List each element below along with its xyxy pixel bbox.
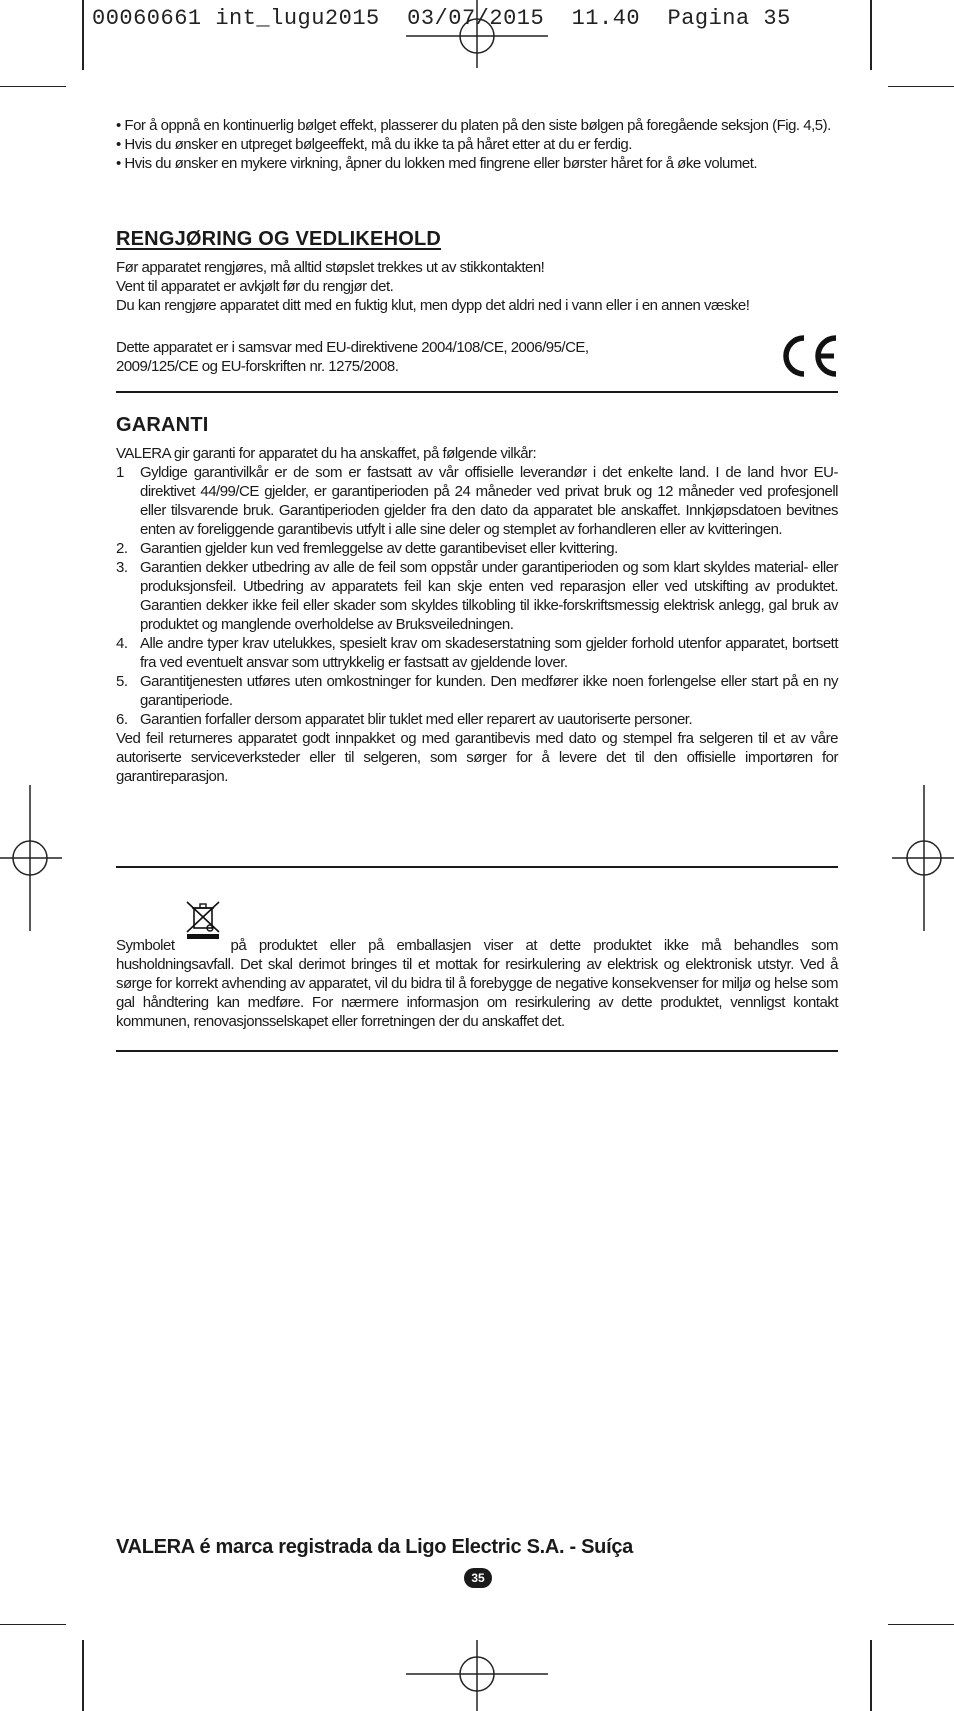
weee-body: på produktet eller på emballasjen viser at dette produktet ikke må behandles som husholdningsavfall. Det skal derimot bringes til et mottak for resirkulering av elektrisk og elektronisk utstyr. Ved å sørge for korrekt avhending av apparatet, vil du bidra til å forebygge de negative konsekvenser for miljø og helse som gal håndtering kan medføre. For nærmere informasjon om resirkulering av dette produktet, vennligst kontakt kommunen, renovasjonsselskapet eller forretningen der du anskaffet det.: [116, 937, 838, 1030]
registration-target-left: [0, 785, 64, 931]
cleaning-line: Vent til apparatet er avkjølt før du rengjør det.: [116, 278, 394, 295]
warranty-outro: Ved feil returneres apparatet godt innpakket og med garantibevis med dato og stempel fra selgeren til et av våre autoriserte serviceverksteder eller til selgeren, som sørger for å levere det til den offisielle importøren for garantireparasjon.: [116, 730, 838, 785]
warranty-item: 5. Garantitjenesten utføres uten omkostninger for kunden. Den medfører ikke noen forlengelse eller start på en ny garantiperiode.: [116, 673, 838, 709]
compliance-line: 2009/125/CE og EU-forskriften nr. 1275/2008.: [116, 358, 399, 375]
warranty-item: 4. Alle andre typer krav utelukkes, spesielt krav om skadeserstatning som gjelder forhold utenfor apparatet, bortsett fra ved eventuelt ansvar som uttrykkelig er fastsatt av gjeldende lover.: [116, 635, 838, 671]
styling-tips-list: [116, 116, 838, 173]
cleaning-line: Du kan rengjøre apparatet ditt med en fuktig klut, men dypp det aldri ned i vann eller i en annen væske!: [116, 297, 750, 314]
registration-target-top: [404, 0, 550, 70]
divider: [116, 866, 838, 868]
warranty-item: 1 Gyldige garantivilkår er de som er fastsatt av vår offisielle leverandør i det enkelte land. I de land hvor EU-direktivet 44/99/CE gjelder, er garantiperioden på 24 måneder ved privat bruk og 12 måneder ved profesjonell eller tilsvarende bruk. Garantiperioden gjelder fra den dato da apparatet ble anskaffet. Innkjøpsdatoen bevitnes enten av foreliggende garantibevis utfylt i alle sine deler og stemplet av forhandleren eller av kvitteringen.: [116, 464, 838, 538]
warranty-heading: GARANTI: [116, 414, 209, 436]
brand-footer: VALERA é marca registrada da Ligo Electric S.A. - Suíça: [116, 1536, 634, 1558]
list-item: • Hvis du ønsker en utpreget bølgeeffekt, må du ikke ta på håret etter at du er ferdig.: [116, 136, 632, 153]
weee-prefix: Symbolet: [116, 937, 175, 954]
page-number-badge: 35: [464, 1568, 492, 1588]
cleaning-text: [116, 258, 838, 315]
cleaning-heading: RENGJØRING OG VEDLIKEHOLD: [116, 228, 442, 250]
cleaning-line: Før apparatet rengjøres, må alltid støpslet trekkes ut av stikkontakten!: [116, 259, 545, 276]
print-slug-line: 00060661 int_lugu2015 03/07/2015 11.40 Pagina 35: [92, 6, 791, 31]
divider: [116, 391, 838, 393]
warranty-item: 6. Garantien forfaller dersom apparatet blir tuklet med eller reparert av uautoriserte personer.: [116, 711, 693, 728]
crossed-bin-icon: [183, 900, 223, 940]
compliance-text: [116, 338, 756, 376]
list-item: • Hvis du ønsker en mykere virkning, åpner du lokken med fingrene eller børster håret for å øke volumet.: [116, 155, 758, 172]
warranty-intro: VALERA gir garanti for apparatet du ha anskaffet, på følgende vilkår:: [116, 445, 537, 462]
registration-target-bottom: [404, 1640, 550, 1711]
warranty-item: 3. Garantien dekker utbedring av alle de feil som oppstår under garantiperioden og som klart skyldes material- eller produksjonsfeil. Utbedring av apparatets feil kan skje enten ved reparasjon eller ved utskifting av produktet. Garantien dekker ikke feil eller skader som skyldes tilkobling til ikke-forskriftsmessig elektrisk anlegg, gal bruk av produktet og manglende overholdelse av Bruksveiledningen.: [116, 559, 838, 633]
ce-mark-icon: [778, 334, 840, 378]
weee-text: [116, 914, 838, 1031]
warranty-text: [116, 444, 838, 786]
divider: [116, 1050, 838, 1052]
list-item: • For å oppnå en kontinuerlig bølget effekt, plasserer du platen på den siste bølgen på foregående seksjon (Fig. 4,5).: [116, 117, 831, 134]
warranty-item: 2. Garantien gjelder kun ved fremleggelse av dette garantibeviset eller kvittering.: [116, 540, 618, 557]
registration-target-right: [890, 785, 954, 931]
compliance-line: Dette apparatet er i samsvar med EU-direktivene 2004/108/CE, 2006/95/CE,: [116, 339, 589, 356]
